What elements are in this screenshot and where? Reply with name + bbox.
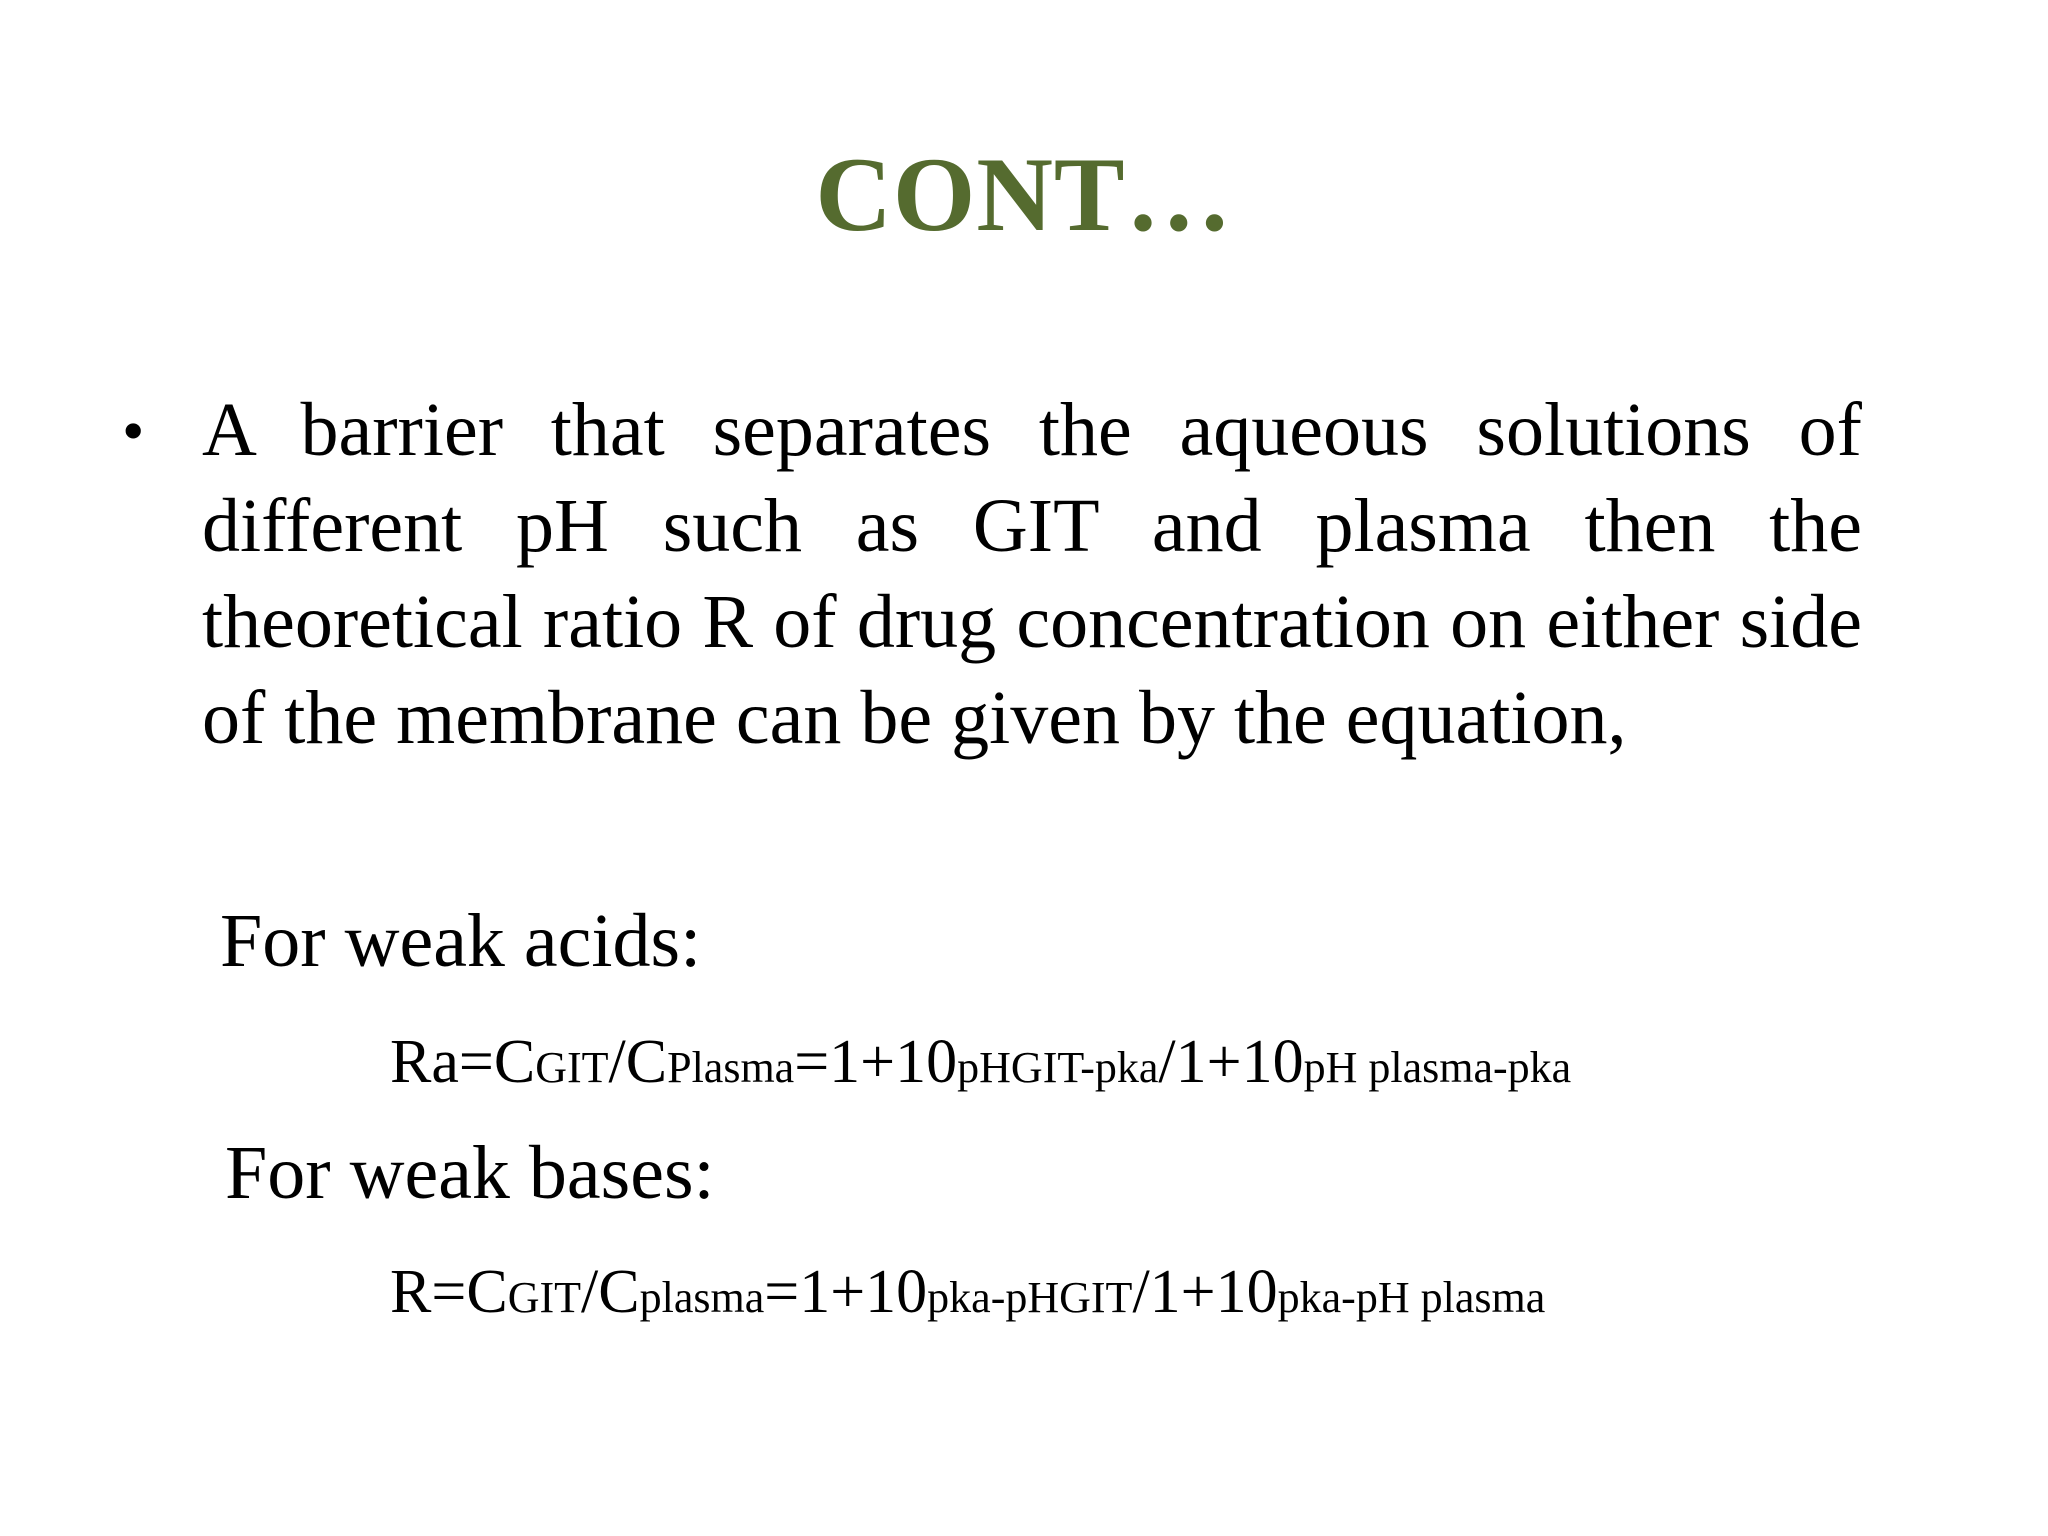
eq-part: R=C (390, 1258, 508, 1326)
eq-subscript: pH plasma-pka (1303, 1043, 1572, 1092)
eq-part: /C (608, 1028, 668, 1096)
slide-title: CONT… (815, 136, 1233, 253)
weak-bases-label: For weak bases: (225, 1131, 715, 1215)
bullet-dot-icon: • (122, 395, 145, 466)
eq-subscript: GIT (535, 1043, 609, 1092)
eq-subscript: pka-pHGIT (927, 1273, 1133, 1322)
eq-part: /C (581, 1258, 640, 1326)
eq-part: /1+10 (1132, 1258, 1278, 1326)
eq-part: =1+10 (764, 1258, 928, 1326)
eq-subscript: Plasma (667, 1043, 795, 1092)
eq-subscript: GIT (507, 1273, 581, 1322)
eq-subscript: pHGIT-pka (957, 1043, 1159, 1092)
eq-part: =1+10 (794, 1028, 958, 1096)
weak-acids-equation (390, 1022, 1571, 1108)
weak-acids-label: For weak acids: (220, 899, 702, 983)
eq-part: /1+10 (1158, 1028, 1304, 1096)
eq-part: Ra=C (390, 1028, 536, 1096)
eq-subscript: pka-pH plasma (1277, 1273, 1546, 1322)
eq-subscript: plasma (639, 1273, 765, 1322)
weak-bases-equation (390, 1252, 1545, 1338)
bullet-text: A barrier that separates the aqueous solutions of different pH such as GIT and plasma then the theoretical ratio R of drug concentration on either side of the membrane can be given by the equation, (202, 388, 1862, 760)
